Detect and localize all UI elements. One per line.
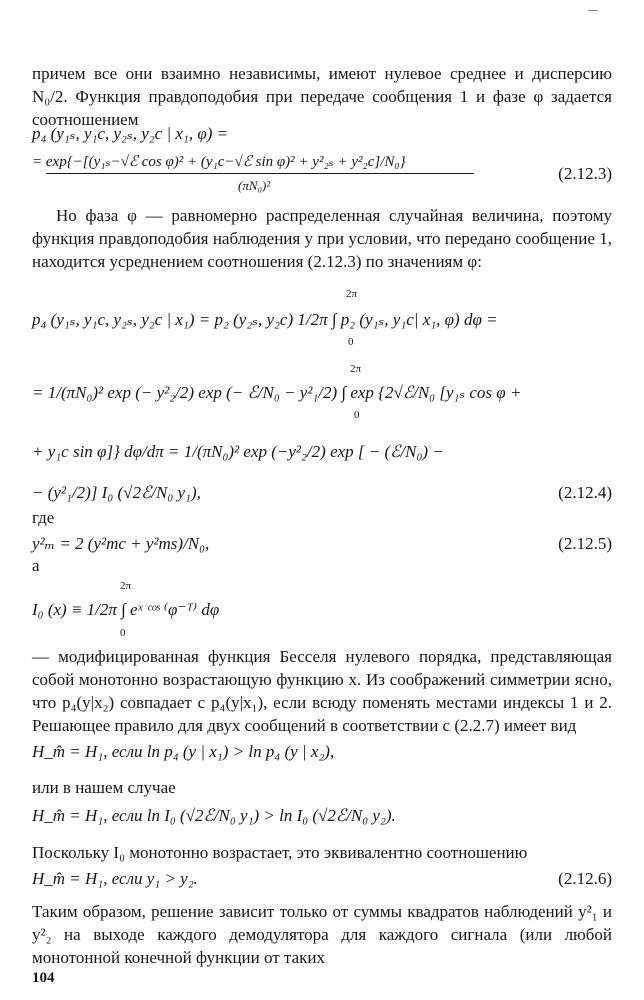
bessel-integral-upper-limit: 2π bbox=[120, 580, 132, 592]
equation-2-12-3-denominator: (πN₀)² bbox=[238, 178, 271, 193]
paragraph-intro: причем все они взаимно независимы, имеют нулевое среднее и дисперсию N₀/2. Функция правдоподобия при передаче сообщения 1 и фазе φ задается соотношением bbox=[32, 64, 612, 129]
equation-number-2-12-4: (2.12.4) bbox=[558, 483, 612, 502]
fraction-line bbox=[46, 173, 474, 174]
page-corner-mark bbox=[588, 10, 598, 11]
equation-2-12-4-line-3: + y₁c sin φ]} dφ/dπ = 1/(πN₀)² exp (−y²₂/2) exp [ − (ℰ/N₀) − bbox=[32, 442, 444, 461]
page-number: 104 bbox=[32, 970, 55, 986]
paragraph-bessel: — модифицированная функция Бесселя нулевого порядка, представляющая собой монотонно возрастающую функцию x. Из соображений симметрии ясно, что p₄(y|x₂) совпадает с p₄(y|x₁), если всюду поменять местами индексы 1 и 2. Решающее правило для двух сообщений в соответствии с (2.2.7) имеет вид bbox=[32, 647, 612, 735]
equation-decision-rule-1: H_m̂ = H₁, если ln p₄ (y | x₁) > ln p₄ (y | x₂), bbox=[32, 742, 335, 761]
equation-bessel-definition: I₀ (x) ≡ 1/2π ∫ eˣ ᶜᵒˢ ⁽φ⁻ᵀ⁾ dφ bbox=[32, 600, 220, 619]
equation-2-12-4-line-1: p₄ (y₁ₛ, y₁c, y₂ₛ, y₂c | x₁) = p₂ (y₂ₛ, y₂c) 1/2π ∫ p₂ (y₁ₛ, y₁c| x₁, φ) dφ = bbox=[32, 310, 498, 329]
integral-lower-limit-2: 0 bbox=[354, 409, 360, 421]
paragraph-monotonic: Поскольку I₀ монотонно возрастает, это эквивалентно соотношению bbox=[32, 843, 528, 862]
integral-upper-limit: 2π bbox=[346, 288, 358, 300]
equation-number-2-12-6: (2.12.6) bbox=[558, 869, 612, 888]
paragraph-conclusion: Таким образом, решение зависит только от суммы квадратов наблюдений y²₁ и y²₂ на выходе каждого демодулятора для каждого сигнала (или любой монотонной конечной функции от таких bbox=[32, 902, 612, 967]
equation-2-12-4-line-4: − (y²₁/2)] I₀ (√2ℰ/N₀ y₁), bbox=[32, 483, 201, 502]
paragraph-phase: Но фаза φ — равномерно распределенная случайная величина, поэтому функция правдоподобия наблюдения y при условии, что передано сообщение 1, находится усреднением соотношения (2.12.3) по значениям φ: bbox=[32, 206, 612, 271]
equation-2-12-3-lhs: p₄ (y₁ₛ, y₁c, y₂ₛ, y₂c | x₁, φ) = bbox=[32, 124, 229, 143]
integral-upper-limit-2: 2π bbox=[350, 363, 362, 375]
paragraph-or-in-our-case: или в нашем случае bbox=[32, 778, 176, 797]
word-where: где bbox=[32, 508, 55, 527]
equation-number-2-12-3: (2.12.3) bbox=[558, 164, 612, 183]
equation-decision-rule-2: H_m̂ = H₁, если ln I₀ (√2ℰ/N₀ y₁) > ln I₀ (√2ℰ/N₀ y₂). bbox=[32, 806, 396, 825]
word-and: а bbox=[32, 556, 40, 575]
equation-number-2-12-5: (2.12.5) bbox=[558, 534, 612, 553]
bessel-integral-lower-limit: 0 bbox=[120, 627, 126, 639]
equation-2-12-3-numerator: = exp{−[(y₁ₛ−√ℰ cos φ)² + (y₁c−√ℰ sin φ)² + y²₂ₛ + y²₂c]/N₀} bbox=[32, 154, 406, 170]
equation-2-12-4-line-2: = 1/(πN₀)² exp (− y²₂/2) exp (− ℰ/N₀ − y²₁/2) ∫ exp {2√ℰ/N₀ [y₁ₛ cos φ + bbox=[32, 383, 522, 402]
integral-lower-limit: 0 bbox=[348, 336, 354, 348]
equation-2-12-6: H_m̂ = H₁, если y₁ > y₂. bbox=[32, 869, 198, 888]
equation-2-12-5: y²ₘ = 2 (y²mc + y²ms)/N₀, bbox=[32, 534, 210, 553]
